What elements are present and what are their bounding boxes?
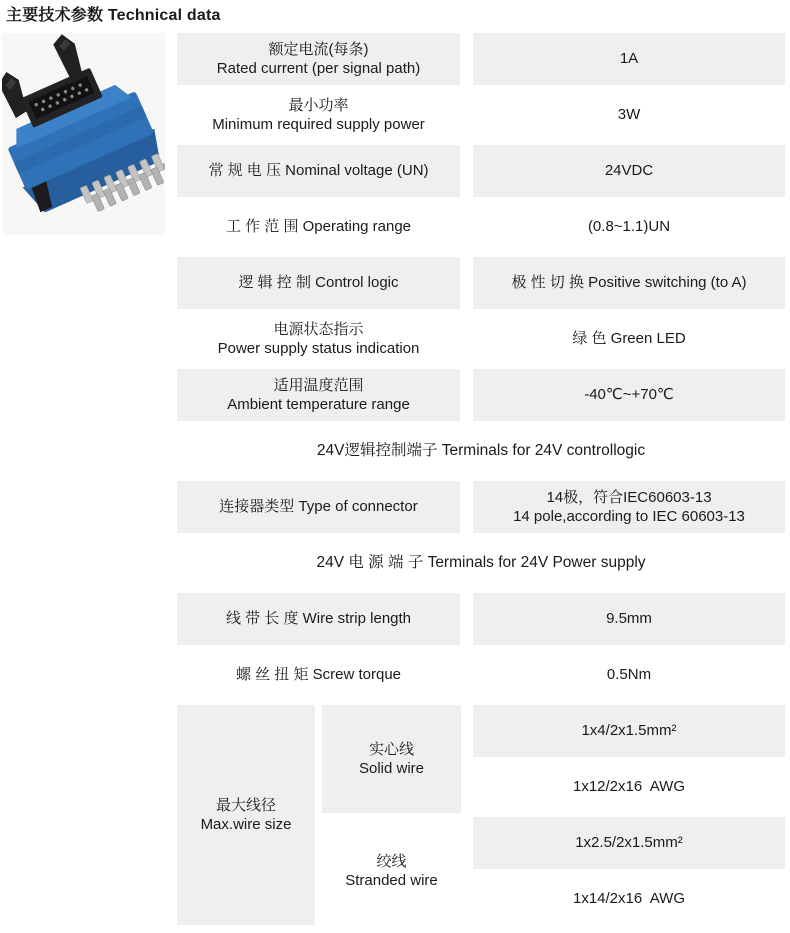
wire-value-cell (473, 817, 785, 869)
spec-label-cell-line: 逻 辑 控 制 Control logic (238, 274, 399, 292)
spec-label-cell (177, 481, 460, 533)
spec-row (177, 369, 785, 421)
spec-label-cell-line: Rated current (per signal path) (216, 60, 421, 77)
spec-value-cell-line: 绿 色 Green LED (572, 330, 686, 348)
spec-value-cell-line: 0.5Nm (606, 666, 652, 684)
wire-size-span-cell-line: Max.wire size (200, 816, 292, 833)
product-photo (2, 33, 165, 235)
spec-row (177, 313, 785, 365)
spec-label-cell-line: Ambient temperature range (227, 396, 410, 413)
spec-value-cell (473, 369, 785, 421)
spec-value-cell (473, 33, 785, 85)
spec-label-cell (177, 33, 460, 85)
spec-value-cell-line: 3W (617, 106, 641, 124)
spec-value-cell (473, 649, 785, 701)
wire-type-subgroup (322, 705, 785, 813)
wire-value-cell (473, 761, 785, 813)
spec-label-cell (177, 89, 460, 141)
spec-fullwidth-cell (177, 537, 785, 589)
wire-value-cell-line: 1x4/2x1.5mm² (581, 722, 677, 740)
spec-value-cell-line: -40℃~+70℃ (584, 386, 674, 404)
spec-label-cell-line: 螺 丝 扭 矩 Screw torque (235, 666, 402, 684)
spec-label-cell (177, 369, 460, 421)
spec-row (177, 593, 785, 645)
wire-type-cell-line: 实心线 (368, 740, 414, 758)
spec-row (177, 481, 785, 533)
spec-fullwidth-cell (177, 425, 785, 477)
spec-row (177, 201, 785, 253)
spec-row (177, 257, 785, 309)
spec-label-cell-line: 连接器类型 Type of connector (219, 498, 418, 516)
spec-value-cell-line: 24VDC (604, 162, 654, 180)
spec-value-cell (473, 593, 785, 645)
spec-row (177, 425, 785, 477)
spec-value-cell-line: (0.8~1.1)UN (587, 218, 671, 236)
spec-value-cell-line: 14 pole,according to IEC 60603-13 (513, 508, 745, 525)
wire-value-cell (473, 705, 785, 757)
spec-value-cell (473, 145, 785, 197)
spec-fullwidth-cell-line: 24V逻辑控制端子 Terminals for 24V controllogic (316, 441, 646, 459)
spec-value-cell (473, 257, 785, 309)
spec-label-cell (177, 649, 460, 701)
wire-size-span-cell-line: 最大线径 (215, 796, 276, 814)
spec-value-cell-line: 9.5mm (606, 610, 652, 628)
spec-value-cell-line: 14极，符合IEC60603-13 (546, 488, 712, 506)
wire-type-cell-line: 绞线 (376, 852, 407, 870)
spec-value-cell (473, 201, 785, 253)
wire-value-cell-line: 1x2.5/2x1.5mm² (575, 834, 683, 852)
wire-value-cell-line: 1x14/2x16 AWG (572, 890, 685, 908)
wire-value-cell (473, 873, 785, 925)
wire-values-column (473, 817, 785, 925)
spec-label-cell-line: 线 带 长 度 Wire strip length (225, 610, 412, 628)
spec-label-cell-line: 常 规 电 压 Nominal voltage (UN) (208, 162, 429, 180)
spec-row (177, 649, 785, 701)
page-title: 主要技术参数 Technical data (6, 7, 221, 24)
spec-label-cell (177, 201, 460, 253)
wire-type-cell-line: Solid wire (358, 760, 425, 777)
spec-label-cell-line: 额定电流(每条) (268, 40, 369, 58)
spec-label-cell (177, 593, 460, 645)
spec-label-cell (177, 257, 460, 309)
spec-row (177, 33, 785, 85)
wire-size-span-cell (177, 705, 315, 925)
wire-values-column (473, 705, 785, 813)
wire-type-cell (322, 705, 461, 813)
spec-label-cell (177, 313, 460, 365)
connector-illustration (2, 33, 165, 235)
spec-label-cell-line: 最小功率 (288, 96, 349, 114)
spec-label-cell-line: Minimum required supply power (212, 116, 425, 133)
wire-type-cell-line: Stranded wire (345, 872, 438, 889)
wire-size-group (177, 705, 785, 925)
spec-value-cell-line: 1A (619, 50, 639, 68)
spec-row (177, 537, 785, 589)
spec-value-cell (473, 89, 785, 141)
spec-table (177, 33, 785, 925)
spec-label-cell (177, 145, 460, 197)
spec-fullwidth-cell-line: 24V 电 源 端 子 Terminals for 24V Power supply (316, 553, 646, 571)
spec-row (177, 145, 785, 197)
spec-row (177, 89, 785, 141)
wire-size-right (322, 705, 785, 925)
wire-type-subgroup (322, 817, 785, 925)
wire-type-cell (322, 817, 461, 925)
spec-value-cell (473, 481, 785, 533)
wire-value-cell-line: 1x12/2x16 AWG (572, 778, 685, 796)
spec-label-cell-line: Power supply status indication (217, 340, 420, 357)
spec-value-cell-line: 极 性 切 换 Positive switching (to A) (511, 274, 747, 292)
spec-label-cell-line: 适用温度范围 (273, 376, 364, 394)
spec-label-cell-line: 电源状态指示 (273, 320, 364, 338)
spec-label-cell-line: 工 作 范 围 Operating range (225, 218, 412, 236)
spec-value-cell (473, 313, 785, 365)
